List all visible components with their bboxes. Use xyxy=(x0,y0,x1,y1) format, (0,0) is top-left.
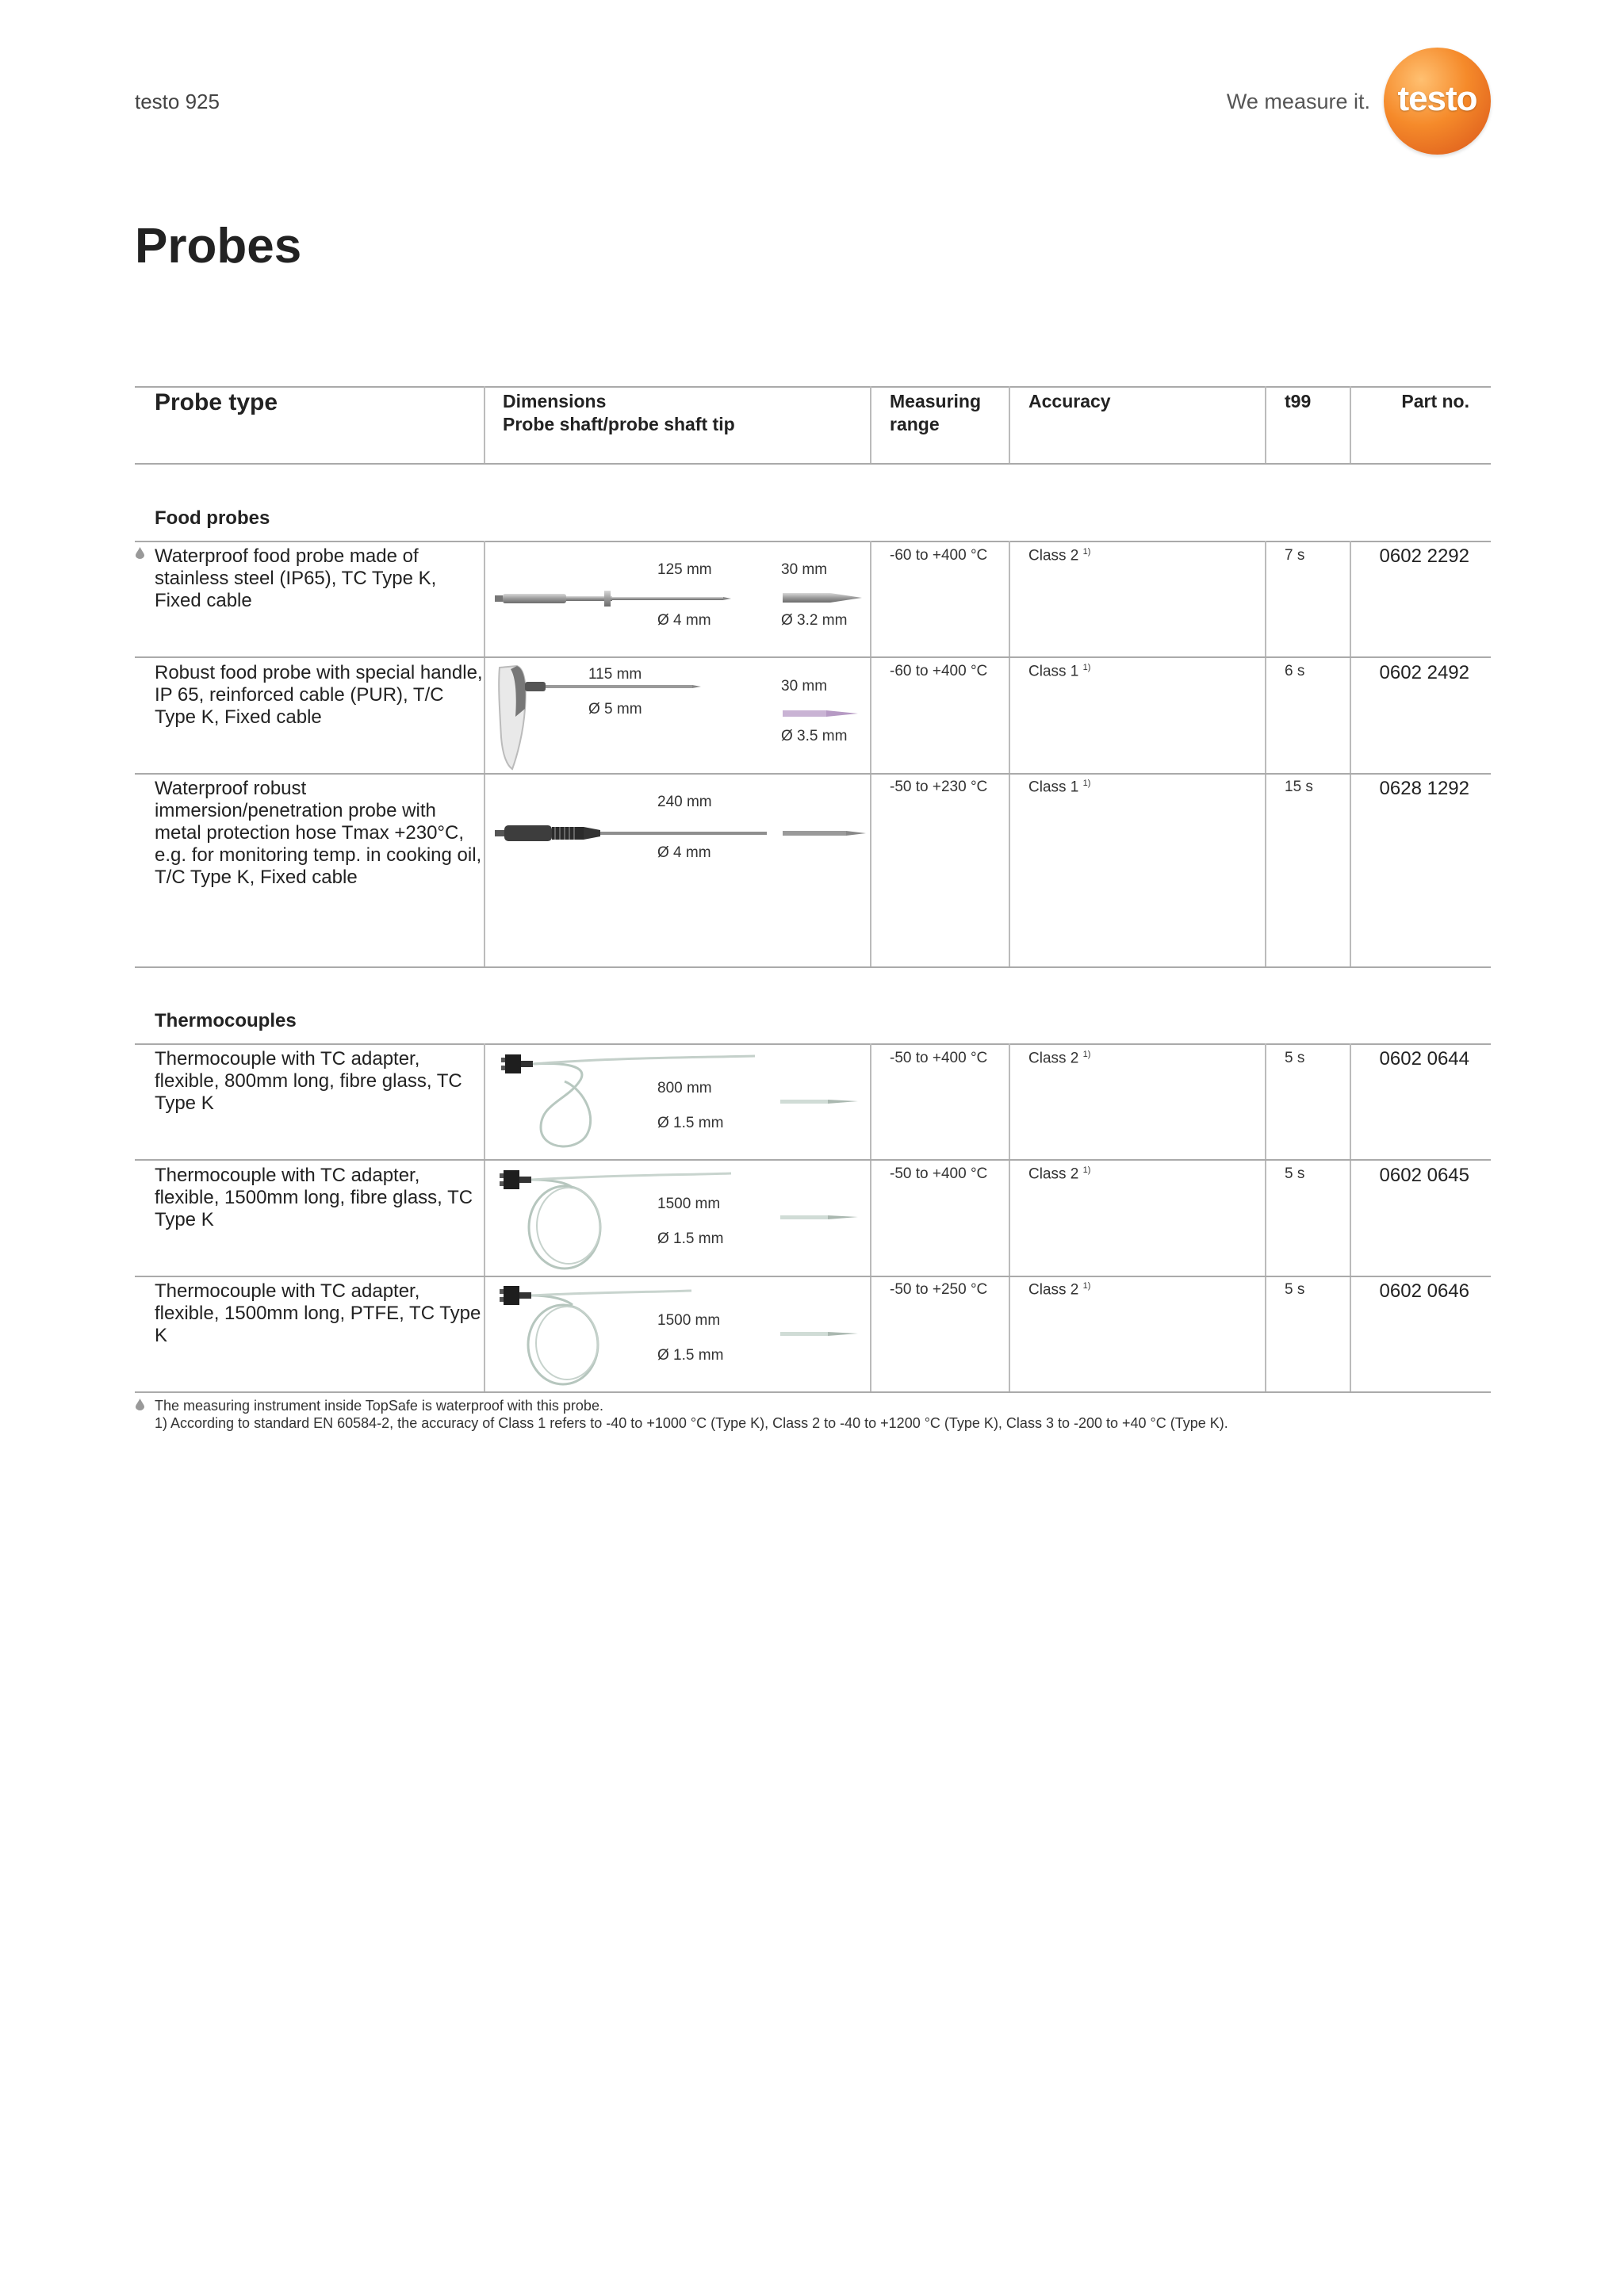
accuracy-class: Class 2 xyxy=(1028,547,1079,564)
response-time: 7 s xyxy=(1285,547,1305,564)
col-divider xyxy=(1350,386,1351,463)
document-model: testo 925 xyxy=(135,90,220,113)
footnote-ref: 1) xyxy=(1082,1165,1091,1175)
section-rule xyxy=(135,1043,1491,1045)
col-divider xyxy=(1009,1043,1010,1391)
section-title-thermocouples: Thermocouples xyxy=(155,1010,297,1031)
row-rule xyxy=(135,1159,1491,1161)
probe-description: Thermocouple with TC adapter, flexible, 800mm long, fibre glass, TC Type K xyxy=(155,1048,462,1114)
response-time: 6 s xyxy=(1285,663,1305,679)
probe-description: Thermocouple with TC adapter, flexible, 1500mm long, fibre glass, TC Type K xyxy=(155,1165,473,1230)
shaft-length: 115 mm xyxy=(588,666,642,683)
row-rule xyxy=(135,1276,1491,1277)
tagline: We measure it. xyxy=(1226,90,1370,113)
accuracy xyxy=(1028,547,1090,564)
col-divider xyxy=(1265,1043,1266,1391)
accuracy-class: Class 2 xyxy=(1028,1165,1079,1183)
waterproof-drop-icon xyxy=(135,547,145,559)
column-header-dimensions xyxy=(503,390,735,436)
header-bottom-rule xyxy=(135,463,1491,465)
table-bottom-rule xyxy=(135,1391,1491,1393)
col-divider xyxy=(1350,541,1351,966)
accuracy-class: Class 2 xyxy=(1028,1050,1079,1067)
response-time: 15 s xyxy=(1285,779,1313,795)
tip-diameter: Ø 3.2 mm xyxy=(781,612,848,629)
column-header-range-line1: Measuring xyxy=(890,391,982,411)
column-header-dimensions-line2: Probe shaft/probe shaft tip xyxy=(503,414,735,434)
section-rule xyxy=(135,541,1491,542)
shaft-diameter: Ø 5 mm xyxy=(588,701,642,718)
footnote-ref: 1) xyxy=(1082,1281,1091,1291)
probe-description: Waterproof food probe made of stainless steel (IP65), TC Type K, Fixed cable xyxy=(155,545,437,611)
col-divider xyxy=(484,386,485,463)
robust-food-probe-image xyxy=(493,661,866,772)
col-divider xyxy=(1009,386,1010,463)
footnote-waterproof: The measuring instrument inside TopSafe is waterproof with this probe. xyxy=(155,1398,603,1414)
column-header-part-no: Part no. xyxy=(1401,391,1469,411)
cable-diameter: Ø 1.5 mm xyxy=(657,1115,724,1131)
probe-description: Robust food probe with special handle, IP 65, reinforced cable (PUR), T/C Type K, Fixed cable xyxy=(155,662,483,728)
part-number: 0602 2492 xyxy=(1379,662,1469,683)
testo-logo xyxy=(1384,48,1491,155)
response-time: 5 s xyxy=(1285,1050,1305,1066)
col-divider xyxy=(1350,1043,1351,1391)
column-header-probe-type: Probe type xyxy=(155,389,278,415)
accuracy-class: Class 2 xyxy=(1028,1281,1079,1299)
probe-description: Waterproof robust immersion/penetration probe with metal protection hose Tmax +230°C, e.g. for monitoring temp. in cooking oil, T/C Type K, Fixed cable xyxy=(155,778,482,888)
response-time: 5 s xyxy=(1285,1281,1305,1298)
cable-length: 1500 mm xyxy=(657,1312,721,1329)
accuracy xyxy=(1028,663,1090,680)
immersion-probe-image xyxy=(493,820,866,847)
probe-description: Thermocouple with TC adapter, flexible, 1500mm long, PTFE, TC Type K xyxy=(155,1280,481,1346)
cable-length: 1500 mm xyxy=(657,1196,721,1212)
footnote-ref: 1) xyxy=(1082,1050,1091,1059)
col-divider xyxy=(870,1043,871,1391)
shaft-diameter: Ø 4 mm xyxy=(657,612,711,629)
footnote-ref: 1) xyxy=(1082,779,1091,788)
accuracy xyxy=(1028,1165,1090,1183)
column-header-accuracy: Accuracy xyxy=(1028,391,1111,411)
waterproof-drop-icon xyxy=(135,1399,145,1410)
column-header-range-line2: range xyxy=(890,414,940,434)
part-number: 0602 0644 xyxy=(1379,1048,1469,1070)
part-number: 0602 0646 xyxy=(1379,1280,1469,1302)
shaft-length: 125 mm xyxy=(657,561,712,578)
tip-length: 30 mm xyxy=(781,561,828,578)
measuring-range: -50 to +230 °C xyxy=(890,779,988,795)
accuracy-class: Class 1 xyxy=(1028,663,1079,680)
section-title-food-probes: Food probes xyxy=(155,507,270,529)
col-divider xyxy=(1009,541,1010,966)
row-rule xyxy=(135,773,1491,775)
thermocouple-image xyxy=(493,1280,866,1391)
part-number: 0602 0645 xyxy=(1379,1165,1469,1186)
col-divider xyxy=(1265,541,1266,966)
cable-diameter: Ø 1.5 mm xyxy=(657,1230,724,1247)
col-divider xyxy=(870,386,871,463)
response-time: 5 s xyxy=(1285,1165,1305,1182)
shaft-diameter: Ø 4 mm xyxy=(657,844,711,861)
col-divider xyxy=(1265,386,1266,463)
column-header-t99: t99 xyxy=(1285,391,1312,411)
footnote-accuracy-classes: 1) According to standard EN 60584-2, the accuracy of Class 1 refers to -40 to +1000 °C (Type K), Class 2 to -40 to +1200 °C (Type K), Class 3 to -200 to +40 °C (Type K). xyxy=(155,1415,1228,1431)
col-divider xyxy=(870,541,871,966)
footnote-ref: 1) xyxy=(1082,547,1091,557)
page-title: Probes xyxy=(135,219,302,274)
measuring-range: -60 to +400 °C xyxy=(890,663,988,679)
cable-diameter: Ø 1.5 mm xyxy=(657,1347,724,1364)
logo-text: testo xyxy=(1397,79,1477,118)
thermocouple-image xyxy=(493,1164,866,1275)
measuring-range: -50 to +400 °C xyxy=(890,1165,988,1182)
section-end-rule xyxy=(135,966,1491,968)
table-top-rule xyxy=(135,386,1491,388)
measuring-range: -50 to +400 °C xyxy=(890,1050,988,1066)
thermocouple-image xyxy=(493,1048,866,1159)
accuracy-class: Class 1 xyxy=(1028,779,1079,796)
cable-length: 800 mm xyxy=(657,1080,712,1096)
part-number: 0628 1292 xyxy=(1379,778,1469,799)
accuracy xyxy=(1028,1281,1090,1299)
row-rule xyxy=(135,656,1491,658)
part-number: 0602 2292 xyxy=(1379,545,1469,567)
accuracy xyxy=(1028,779,1090,796)
food-probe-image xyxy=(493,587,866,610)
accuracy xyxy=(1028,1050,1090,1067)
tip-length: 30 mm xyxy=(781,678,828,695)
column-header-range xyxy=(890,390,981,436)
tip-diameter: Ø 3.5 mm xyxy=(781,728,848,744)
footnote-ref: 1) xyxy=(1082,663,1091,672)
measuring-range: -50 to +250 °C xyxy=(890,1281,988,1298)
shaft-length: 240 mm xyxy=(657,794,712,810)
column-header-dimensions-line1: Dimensions xyxy=(503,391,607,411)
measuring-range: -60 to +400 °C xyxy=(890,547,988,564)
